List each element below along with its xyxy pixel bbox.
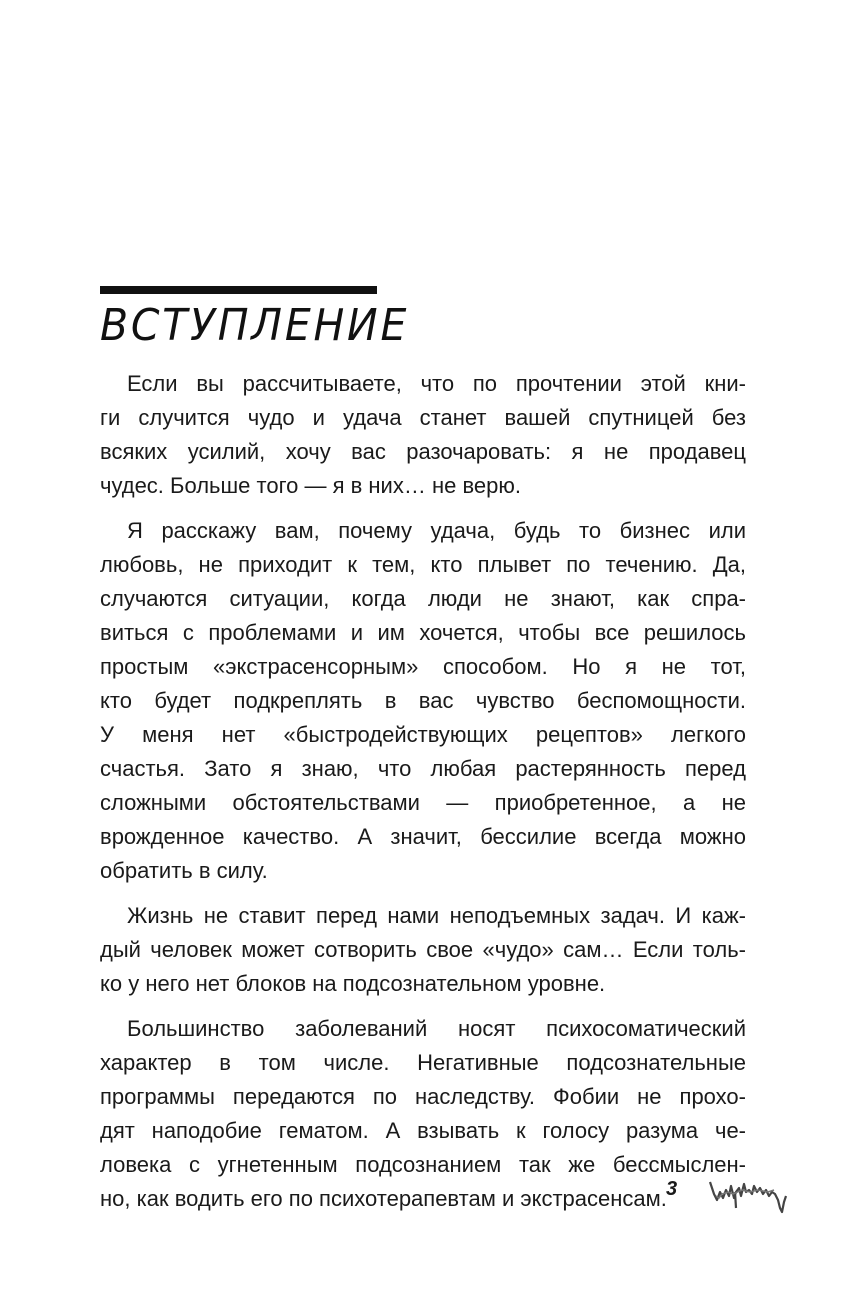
body-text [100, 367, 746, 1227]
paragraph [100, 1012, 746, 1216]
text-line: Я расскажу вам, почему удача, будь то бизнес или [127, 518, 746, 543]
text-line: обратить в силу. [100, 858, 268, 883]
paragraph [100, 514, 746, 888]
text-line: простым «экстрасенсорным» способом. Но я не тот, [100, 654, 746, 679]
text-line: всяких усилий, хочу вас разочаровать: я не продавец [100, 439, 746, 464]
text-line: Большинство заболеваний носят психосоматический [127, 1016, 746, 1041]
paragraph [100, 367, 746, 503]
text-line: любовь, не приходит к тем, кто плывет по течению. Да, [100, 552, 746, 577]
chapter-title: ВСТУПЛЕНИЕ [100, 300, 410, 351]
text-line: сложными обстоятельствами — приобретенное, а не [100, 790, 746, 815]
page-number: 3 [666, 1178, 678, 1200]
text-line: ловека с угнетенным подсознанием так же бессмыслен- [100, 1152, 746, 1177]
text-line: У меня нет «быстродействующих рецептов» легкого [100, 722, 746, 747]
text-line: Если вы рассчитываете, что по прочтении этой кни- [127, 371, 746, 396]
text-line: счастья. Зато я знаю, что любая растерянность перед [100, 756, 746, 781]
text-line: ги случится чудо и удача станет вашей спутницей без [100, 405, 746, 430]
text-line: виться с проблемами и им хочется, чтобы все решилось [100, 620, 746, 645]
text-line: дят наподобие гематом. А взывать к голосу разума че- [100, 1118, 746, 1143]
text-line: программы передаются по наследству. Фобии не прохо- [100, 1084, 746, 1109]
text-line: дый человек может сотворить свое «чудо» сам… Если толь- [100, 937, 746, 962]
text-line: случаются ситуации, когда люди не знают, как спра- [100, 586, 746, 611]
text-line: врожденное качество. А значит, бессилие всегда можно [100, 824, 746, 849]
heading-rule [100, 286, 377, 294]
text-line: чудес. Больше того — я в них… не верю. [100, 473, 521, 498]
text-line: Жизнь не ставит перед нами неподъемных задач. И каж- [127, 903, 746, 928]
signature-icon [708, 1178, 803, 1220]
text-line: характер в том числе. Негативные подсознательные [100, 1050, 746, 1075]
text-line: но, как водить его по психотерапевтам и экстрасенсам. [100, 1186, 667, 1211]
paragraph [100, 899, 746, 1001]
text-line: кто будет подкреплять в вас чувство беспомощности. [100, 688, 746, 713]
text-line: ко у него нет блоков на подсознательном уровне. [100, 971, 606, 996]
